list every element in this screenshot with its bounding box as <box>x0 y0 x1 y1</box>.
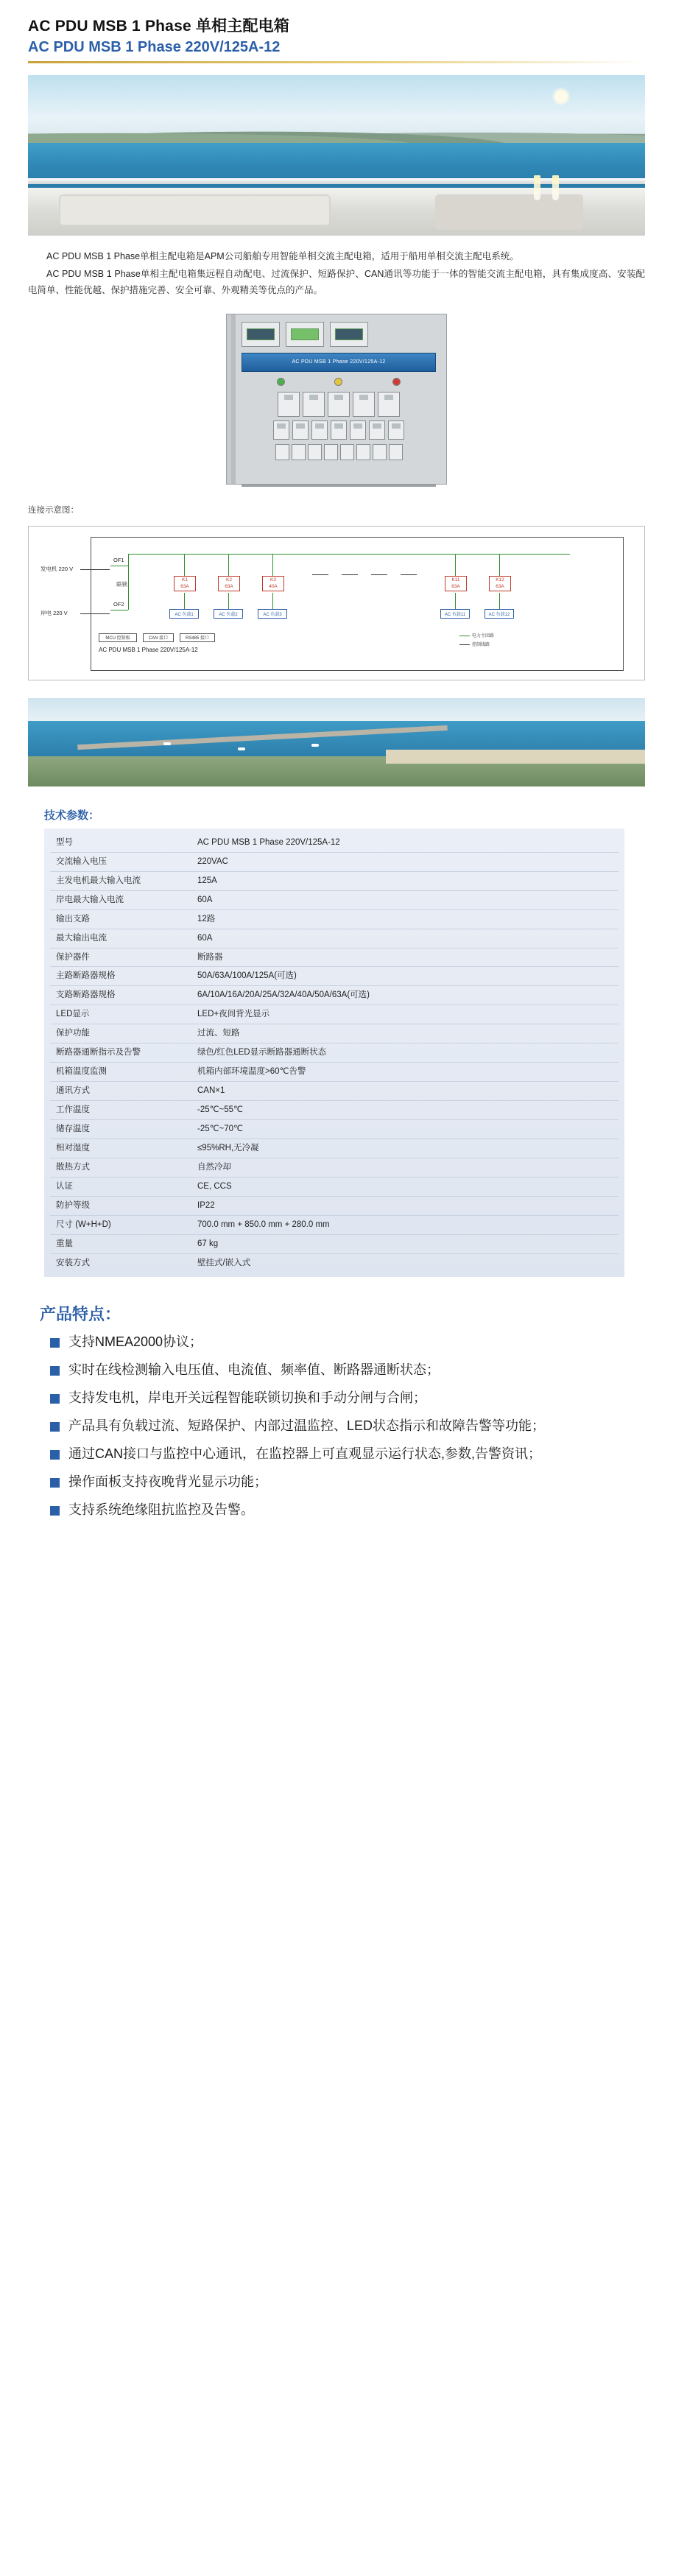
cabinet-banner-label: AC PDU MSB 1 Phase 220V/125A-12 <box>242 353 436 372</box>
list-item <box>50 1388 645 1409</box>
intro-paragraph-1: AC PDU MSB 1 Phase单相主配电箱是APM公司船舶专用智能单相交流主配电箱，适用于船用单相交流主配电系统。 <box>46 251 519 262</box>
breaker-switch <box>278 392 300 417</box>
spec-key: 支路断路器规格 <box>50 986 191 1005</box>
table-row <box>50 1101 619 1120</box>
list-item <box>50 1416 645 1437</box>
spec-value: -25℃~70℃ <box>191 1119 619 1139</box>
table-row <box>50 1158 619 1177</box>
cabinet-base <box>242 484 436 487</box>
diagram-bus-wire <box>128 554 129 566</box>
boat-icon <box>238 747 245 750</box>
table-row <box>50 1082 619 1101</box>
diagram-legend-control: 控制线路 <box>459 641 490 647</box>
spec-key: 主发电机最大输入电流 <box>50 871 191 890</box>
lamp-green-icon <box>277 378 285 386</box>
page-subtitle: AC PDU MSB 1 Phase 220V/125A-12 <box>28 39 281 56</box>
spec-key: 保护功能 <box>50 1024 191 1044</box>
spec-key: 主路断路器规格 <box>50 967 191 986</box>
champagne-glass-icon <box>552 175 559 200</box>
diagram-ac-load-2: AC 负载2 <box>214 609 243 619</box>
table-row <box>50 1119 619 1139</box>
spec-key: 断路器通断指示及告警 <box>50 1044 191 1063</box>
ammeter-display <box>286 322 324 347</box>
diagram-breaker-k1: K1 63A <box>174 576 196 592</box>
diagram-breaker-k11: K11 63A <box>445 576 467 592</box>
spec-value: ≤95%RH,无冷凝 <box>191 1139 619 1158</box>
diagram-branch-wire <box>455 554 456 576</box>
spec-key: LED显示 <box>50 1005 191 1024</box>
diagram-ac-load-3: AC 负载3 <box>258 609 287 619</box>
spec-value: 断路器 <box>191 948 619 967</box>
bullet-square-icon <box>50 1394 60 1404</box>
diagram-branch-wire <box>272 593 273 609</box>
diagram-breaker-k12: K12 63A <box>489 576 511 592</box>
diagram-can-port: CAN 接口 <box>143 633 174 642</box>
spec-value: CE, CCS <box>191 1177 619 1196</box>
lamp-yellow-icon <box>334 378 342 386</box>
diagram-breaker-k2: K2 63A <box>218 576 240 592</box>
diagram-ellipsis-dash <box>342 574 358 575</box>
diagram-branch-wire <box>455 593 456 609</box>
features-section-title: 产品特点： <box>40 1305 121 1324</box>
spec-key: 重量 <box>50 1234 191 1253</box>
table-row <box>50 948 619 967</box>
spec-value: 壁挂式/嵌入式 <box>197 1258 251 1267</box>
photo2-sky <box>28 698 645 721</box>
diagram-ellipsis-dash <box>312 574 328 575</box>
breaker-switch <box>331 420 347 440</box>
breaker-switch <box>328 392 350 417</box>
diagram-branch-wire <box>499 593 500 609</box>
intro-section <box>28 249 645 299</box>
champagne-glass-icon <box>534 175 540 200</box>
wiring-diagram <box>28 526 645 680</box>
product-illustration <box>28 314 645 485</box>
spec-key: 防护等级 <box>50 1196 191 1215</box>
spec-value: LED+夜间背光显示 <box>191 1005 619 1024</box>
table-row <box>50 1005 619 1024</box>
table-row <box>50 909 619 929</box>
table-row <box>50 852 619 871</box>
diagram-ac-load-11: AC 负载11 <box>440 609 470 619</box>
breaker-switch <box>273 420 289 440</box>
table-row <box>50 967 619 986</box>
breaker-switch <box>388 420 404 440</box>
spec-value: 700.0 mm + 850.0 mm + 280.0 mm <box>191 1215 619 1234</box>
header-divider <box>28 61 645 63</box>
spec-value: 220VAC <box>191 852 619 871</box>
table-row <box>50 1139 619 1158</box>
terminal-block <box>373 444 387 460</box>
terminal-block <box>356 444 370 460</box>
diagram-branch-wire <box>272 554 273 576</box>
list-item <box>50 1472 645 1493</box>
table-row <box>50 1044 619 1063</box>
diagram-of1-label: OF1 <box>113 556 124 563</box>
table-row <box>50 1253 619 1272</box>
diagram-source-generator-label: 发电机 220 V <box>40 565 74 572</box>
diagram-legend-power: 电力主回路 <box>459 632 494 638</box>
diagram-interlock-label: 联锁 <box>116 580 127 588</box>
breaker-switch <box>378 392 400 417</box>
spec-key: 通讯方式 <box>50 1082 191 1101</box>
diagram-branch-wire <box>499 554 500 576</box>
list-item <box>50 1360 645 1381</box>
sun-icon <box>552 87 571 106</box>
spec-key: 相对湿度 <box>50 1139 191 1158</box>
table-row <box>50 1177 619 1196</box>
spec-value: 机箱内部环境温度>60℃告警 <box>191 1063 619 1082</box>
spec-key: 工作温度 <box>50 1101 191 1120</box>
spec-value: 60A <box>191 929 619 948</box>
voltmeter-display <box>242 322 280 347</box>
bullet-square-icon <box>50 1338 60 1348</box>
diagram-ellipsis-dash <box>371 574 387 575</box>
hero-table <box>435 194 583 230</box>
bullet-square-icon <box>50 1506 60 1516</box>
features-list <box>50 1332 645 1520</box>
table-row <box>50 1024 619 1044</box>
spec-value: 6A/10A/16A/20A/25A/32A/40A/50A/63A(可选) <box>191 986 619 1005</box>
spec-key: 储存温度 <box>50 1119 191 1139</box>
diagram-ac-load-1: AC 负载1 <box>169 609 199 619</box>
feature-text: 实时在线检测输入电压值、电流值、频率值、断路器通断状态； <box>68 1362 440 1378</box>
table-row <box>50 834 619 852</box>
table-row <box>50 1234 619 1253</box>
spec-section-title: 技术参数： <box>44 809 100 822</box>
marina-photo <box>28 698 645 786</box>
diagram-of2-label: OF2 <box>113 600 124 608</box>
diagram-branch-wire <box>228 554 229 576</box>
feature-text: 支持发电机，岸电开关远程智能联锁切换和手动分闸与合闸； <box>68 1390 426 1406</box>
page-header <box>28 0 645 63</box>
terminal-block <box>324 444 338 460</box>
feature-text: 支持NMEA2000协议； <box>68 1334 203 1350</box>
main-breaker-row <box>242 392 436 417</box>
diagram-bus-wire <box>128 554 570 555</box>
spec-value: 自然冷却 <box>191 1158 619 1177</box>
hero-photo-yacht-deck <box>28 75 645 236</box>
spec-key: 型号 <box>50 834 191 852</box>
lamp-red-icon <box>392 378 401 386</box>
diagram-mcu-board: MCU 控制板 <box>99 633 137 642</box>
bullet-square-icon <box>50 1450 60 1460</box>
spec-key: 散热方式 <box>50 1158 191 1177</box>
spec-key: 最大输出电流 <box>50 929 191 948</box>
spec-value: 绿色/红色LED显示断路器通断状态 <box>191 1044 619 1063</box>
spec-key: 输出支路 <box>50 909 191 929</box>
terminal-block <box>275 444 289 460</box>
bullet-square-icon <box>50 1366 60 1376</box>
spec-value: 67 kg <box>191 1234 619 1253</box>
table-row <box>50 890 619 909</box>
diagram-title: AC PDU MSB 1 Phase 220V/125A-12 <box>99 646 198 653</box>
table-row <box>50 871 619 890</box>
boat-icon <box>163 742 171 745</box>
spec-key: 认证 <box>50 1177 191 1196</box>
spec-value: CAN×1 <box>191 1082 619 1101</box>
terminal-row <box>242 444 436 460</box>
branch-breaker-row <box>242 420 436 440</box>
table-row <box>50 1063 619 1082</box>
spec-key: 岸电最大输入电流 <box>50 890 191 909</box>
spec-table-container <box>44 828 624 1278</box>
boat-icon <box>311 744 319 747</box>
feature-text: 支持系统绝缘阻抗监控及告警。 <box>68 1502 254 1517</box>
spec-value: IP22 <box>191 1196 619 1215</box>
diagram-bus-wire <box>128 566 129 610</box>
bullet-square-icon <box>50 1478 60 1488</box>
table-row <box>50 1215 619 1234</box>
spec-key: 尺寸 (W+H+D) <box>50 1215 191 1234</box>
intro-paragraph-2: AC PDU MSB 1 Phase单相主配电箱集远程自动配电、过流保护、短路保护、CAN通讯等功能于一体的智能交流主配电箱，具有集成度高、安装配电简单、性能优越、保护措施完善、安全可靠、外观精美等优点的产品。 <box>28 269 645 296</box>
diagram-caption: 连接示意图： <box>28 505 79 515</box>
diagram-rs485-port: RS485 接口 <box>180 633 215 642</box>
terminal-block <box>292 444 306 460</box>
diagram-branch-wire <box>184 554 185 576</box>
diagram-breaker-k3: K3 40A <box>262 576 284 592</box>
terminal-block <box>340 444 354 460</box>
table-row <box>50 1196 619 1215</box>
spec-key: 交流输入电压 <box>50 852 191 871</box>
spec-value: 60A <box>191 890 619 909</box>
frequency-display <box>330 322 368 347</box>
bullet-square-icon <box>50 1422 60 1432</box>
spec-value: 过流、短路 <box>191 1024 619 1044</box>
page-title: AC PDU MSB 1 Phase 单相主配电箱 <box>28 18 290 35</box>
terminal-block <box>308 444 322 460</box>
pdu-cabinet-drawing <box>226 314 447 485</box>
spec-table <box>50 834 619 1273</box>
hero-cushion <box>59 194 331 227</box>
cabinet-meters <box>242 322 436 347</box>
diagram-branch-wire <box>228 593 229 609</box>
breaker-switch <box>350 420 366 440</box>
breaker-switch <box>353 392 375 417</box>
feature-text: 通过CAN接口与监控中心通讯，在监控器上可直观显示运行状态,参数,告警资讯； <box>68 1446 542 1462</box>
breaker-switch <box>303 392 325 417</box>
diagram-source-shore-label: 岸电 220 V <box>40 609 68 616</box>
table-row <box>50 986 619 1005</box>
diagram-ellipsis-dash <box>401 574 417 575</box>
spec-key: 机箱温度监测 <box>50 1063 191 1082</box>
feature-text: 产品具有负载过流、短路保护、内部过温监控、LED状态指示和故障告警等功能； <box>68 1418 546 1434</box>
list-item <box>50 1332 645 1353</box>
breaker-switch <box>292 420 309 440</box>
diagram-ac-load-12: AC 负载12 <box>485 609 514 619</box>
list-item <box>50 1444 645 1465</box>
table-row <box>50 929 619 948</box>
diagram-branch-wire <box>184 593 185 609</box>
feature-text: 操作面板支持夜晚背光显示功能； <box>68 1474 267 1489</box>
photo2-beach <box>386 750 645 764</box>
spec-value: 50A/63A/100A/125A(可选) <box>191 967 619 986</box>
breaker-switch <box>369 420 385 440</box>
spec-key: 保护器件 <box>50 948 191 967</box>
terminal-block <box>389 444 403 460</box>
spec-value: 12路 <box>191 909 619 929</box>
breaker-switch <box>311 420 328 440</box>
spec-value: AC PDU MSB 1 Phase 220V/125A-12 <box>191 834 619 852</box>
spec-value: 125A <box>191 871 619 890</box>
list-item <box>50 1500 645 1521</box>
cabinet-indicator-lamps <box>252 378 426 386</box>
legend-swatch-control <box>459 644 470 645</box>
diagram-frame <box>91 537 624 671</box>
spec-value: -25℃~55℃ <box>191 1101 619 1120</box>
spec-key: 安装方式 <box>56 1258 90 1267</box>
